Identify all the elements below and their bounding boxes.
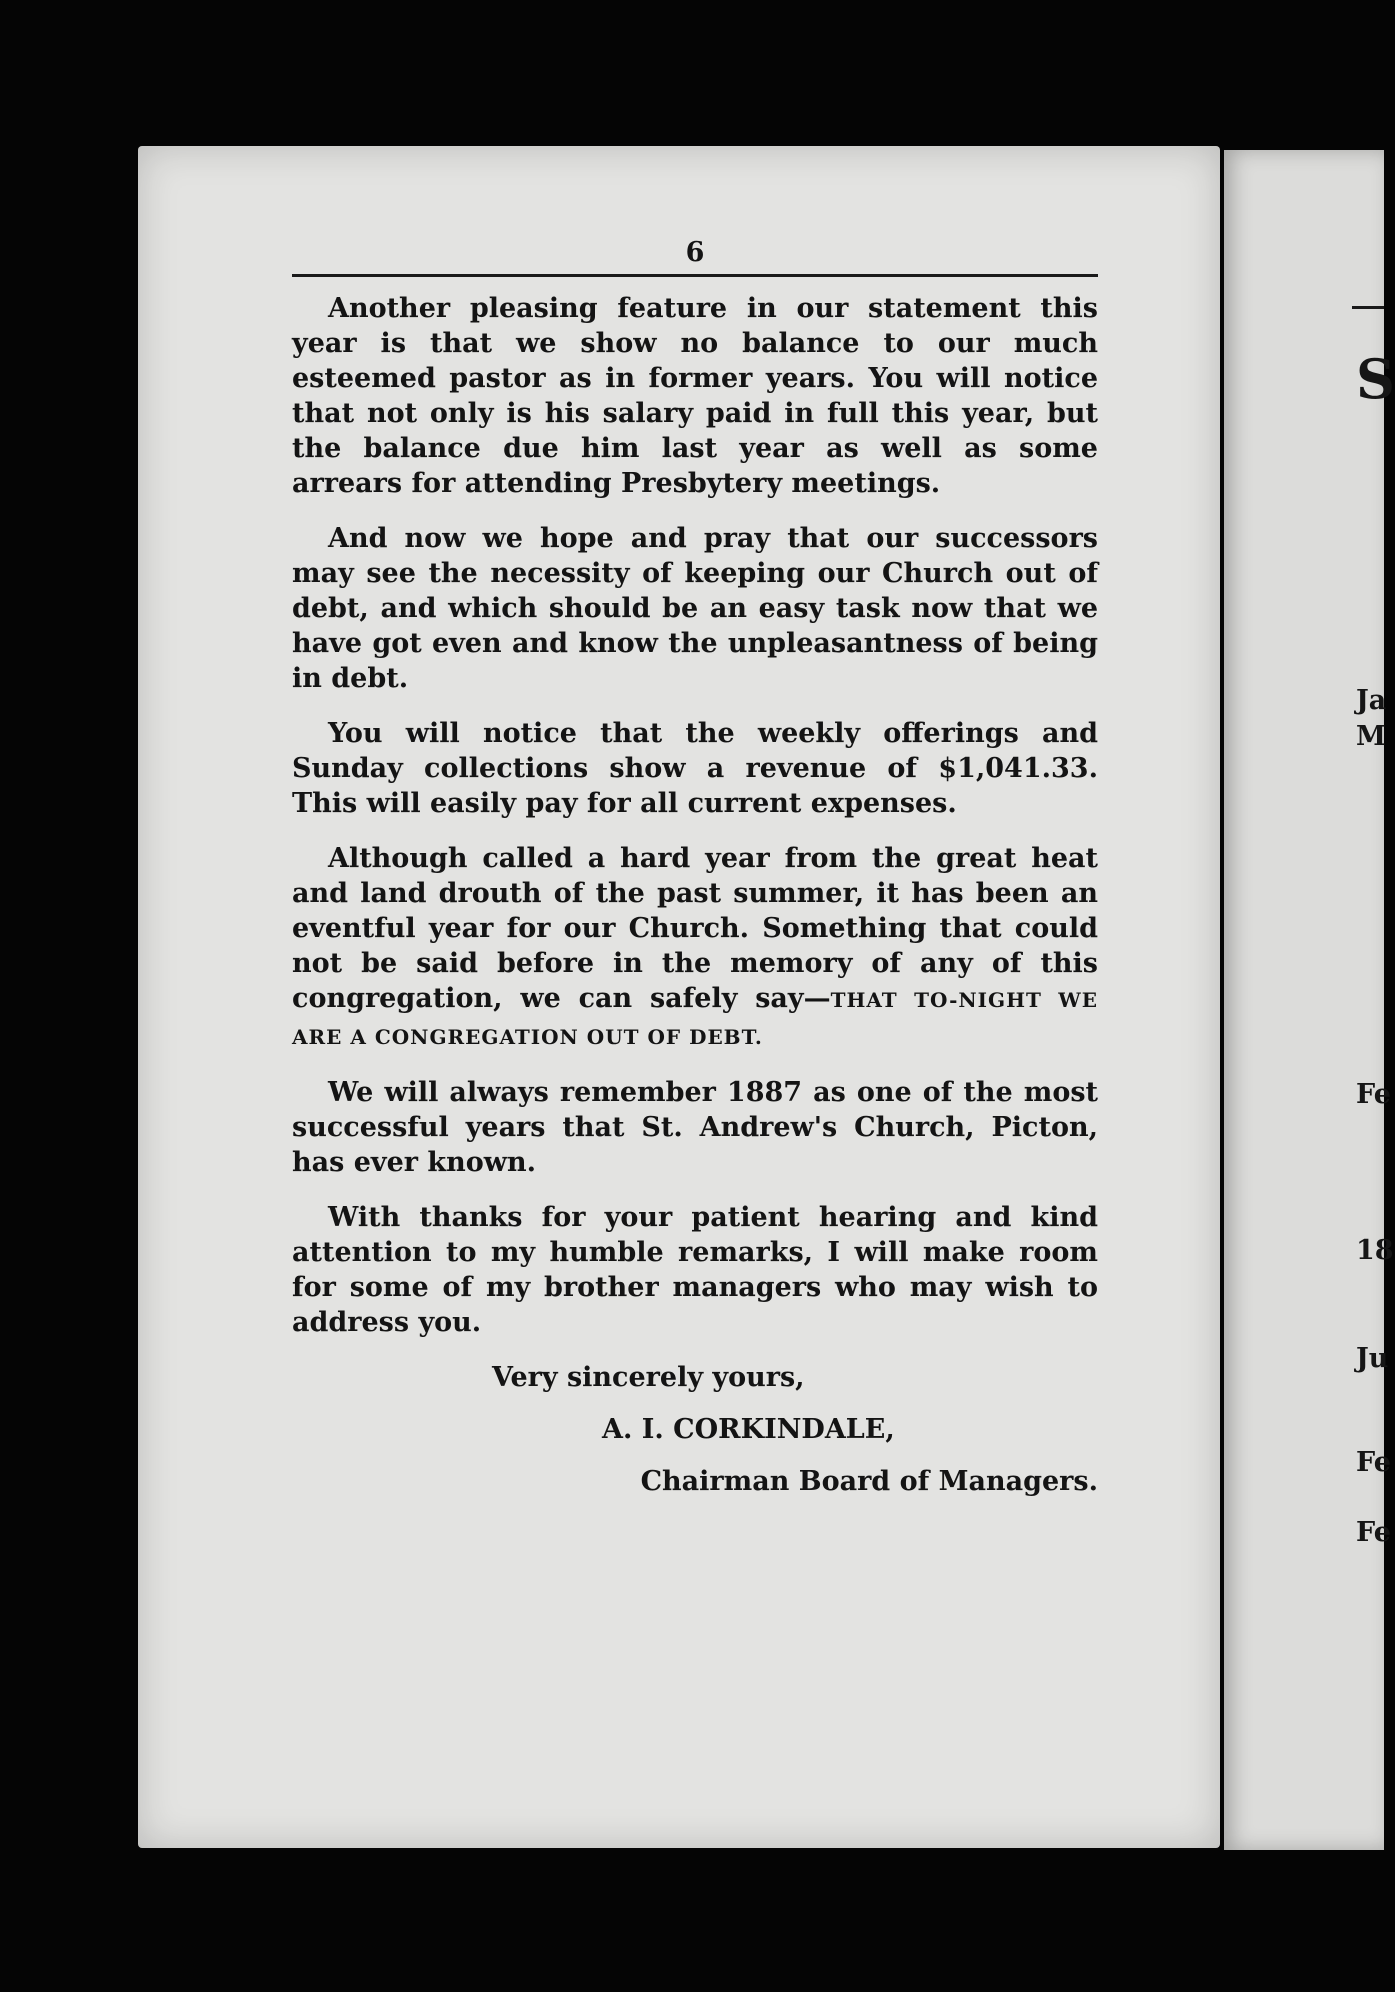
closing-line: Very sincerely yours, [492,1362,805,1393]
adjacent-fragment-8: Fe [1356,1517,1391,1548]
adjacent-fragment-3: M [1356,721,1386,752]
adjacent-fragment-4: Fe [1356,1079,1391,1110]
adjacent-page-rule [1352,306,1384,309]
page-content [292,238,1098,1500]
adjacent-fragment-1: S [1356,347,1395,411]
adjacent-fragment-5: 18 [1356,1235,1394,1266]
adjacent-fragment-6: Ju [1356,1343,1389,1374]
paragraph-6: With thanks for your patient hearing and kind attention to my humble remarks, I will make room for some of my brother managers who may wish to address you. [292,1202,1098,1338]
paragraph-1: Another pleasing feature in our statement this year is that we show no balance to our much esteemed pastor as in former years. You will notice that not only is his salary paid in full this year, but the balance due him last year as well as some arrears for attending Presbytery meetings. [292,293,1098,499]
paragraph-5: We will always remember 1887 as one of the most successful years that St. Andrew's Church, Picton, has ever known. [292,1077,1098,1178]
paragraph-4-text: Although called a hard year from the great heat and land drouth of the past summer, it has been an eventful year for our Church. Something that could not be said before in the memory of any of this congregation, we can safely say— [292,843,1098,1014]
paragraph-4 [292,841,1098,1055]
signature-name: A. I. CORKINDALE, [602,1414,895,1445]
paragraph-3: You will notice that the weekly offerings and Sunday collections show a revenue of $1,041.33. This will easily pay for all current expenses. [292,718,1098,819]
paragraph-4-emphasis: THAT TO-NIGHT WE ARE A CONGREGATION OUT OF DEBT. [292,988,1098,1049]
signature-title: Chairman Board of Managers. [640,1466,1098,1497]
document-page [138,146,1220,1848]
paragraph-2: And now we hope and pray that our successors may see the necessity of keeping our Church out of debt, and which should be an easy task now that we have got even and know the unpleasantness of being in debt. [292,523,1098,694]
page-number: 6 [685,237,705,268]
adjacent-fragment-7: Fe [1356,1447,1391,1478]
adjacent-fragment-2: Ja [1356,685,1387,716]
header-rule [292,274,1098,277]
